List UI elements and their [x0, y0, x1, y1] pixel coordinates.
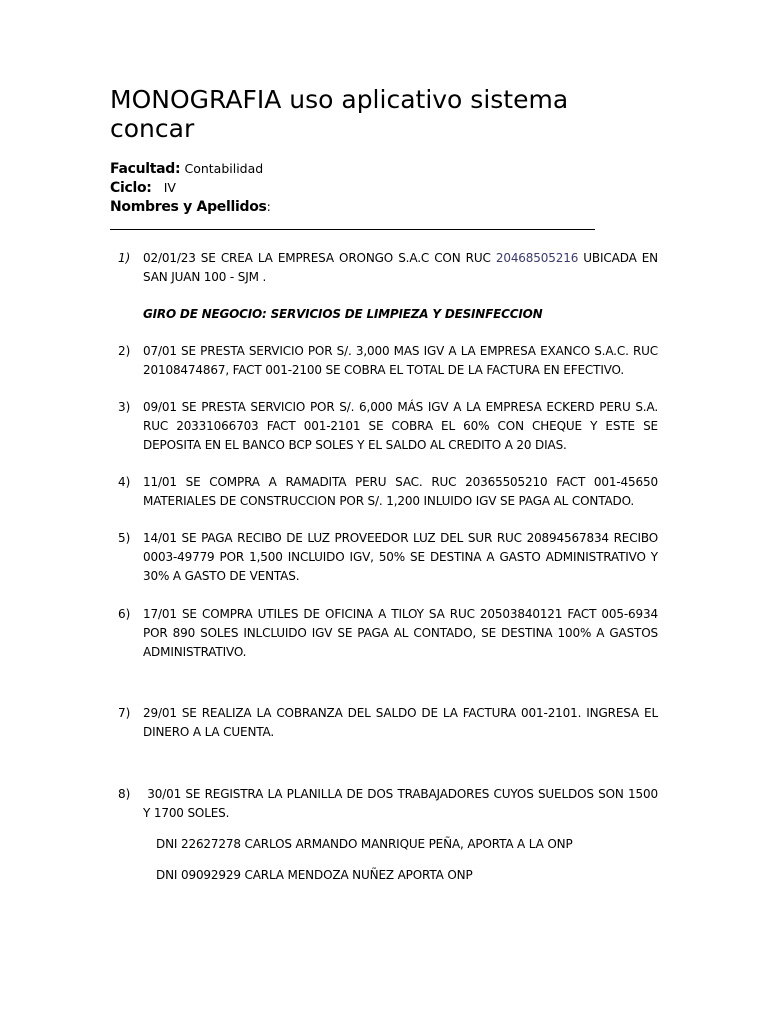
ciclo-value: IV	[163, 180, 176, 195]
worker-line-2: DNI 09092929 CARLA MENDOZA NUÑEZ APORTA ONP	[156, 868, 473, 882]
list-item-5	[110, 529, 658, 586]
business-line: GIRO DE NEGOCIO: SERVICIOS DE LIMPIEZA Y DESINFECCION	[143, 307, 543, 321]
list-item-1	[110, 249, 658, 287]
ruc-number: 20468505216	[495, 251, 579, 265]
list-item-4	[110, 473, 658, 511]
item-number: 2)	[118, 344, 131, 358]
facultad-label: Facultad:	[110, 161, 181, 177]
item-number: 6)	[118, 607, 131, 621]
list-item-6	[110, 605, 658, 662]
item-number: 1)	[118, 251, 131, 265]
ciclo-row	[110, 179, 271, 198]
item-number: 8)	[118, 787, 131, 801]
item-text-before: 02/01/23 SE CREA LA EMPRESA ORONGO S.A.C CON RUC	[143, 251, 496, 265]
student-info	[110, 160, 271, 217]
document-title: MONOGRAFIA uso aplicativo sistema concar	[110, 85, 569, 143]
ciclo-label: Ciclo:	[110, 180, 152, 196]
item-text	[143, 249, 658, 287]
worker-line-1: DNI 22627278 CARLOS ARMANDO MANRIQUE PEÑA, APORTA A LA ONP	[156, 837, 573, 851]
facultad-value: Contabilidad	[184, 161, 264, 176]
item-text: 29/01 SE REALIZA LA COBRANZA DEL SALDO DE LA FACTURA 001-2101. INGRESA EL DINERO A LA CUENTA.	[143, 706, 658, 739]
item-number: 7)	[118, 706, 131, 720]
item-number: 4)	[118, 475, 131, 489]
nombres-row	[110, 198, 271, 217]
item-text: 30/01 SE REGISTRA LA PLANILLA DE DOS TRABAJADORES CUYOS SUELDOS SON 1500 Y 1700 SOLES.	[143, 787, 662, 820]
item-number: 3)	[118, 400, 131, 414]
list-item-3	[110, 398, 658, 455]
nombres-label: Nombres y Apellidos	[110, 199, 267, 215]
item-number: 5)	[118, 531, 131, 545]
item-text: 11/01 SE COMPRA A RAMADITA PERU SAC. RUC 20365505210 FACT 001-45650 MATERIALES DE CONSTRUCCION POR S/. 1,200 INLUIDO IGV SE PAGA AL CONTADO.	[143, 475, 658, 508]
list-item-8	[110, 785, 662, 823]
list-item-2	[110, 342, 658, 380]
item-text-after: UBICADA EN SAN JUAN 100 - SJM .	[143, 251, 659, 284]
nombres-colon: :	[266, 199, 271, 214]
item-text: 14/01 SE PAGA RECIBO DE LUZ PROVEEDOR LUZ DEL SUR RUC 20894567834 RECIBO 0003-49779 POR 1,500 INCLUIDO IGV, 50% SE DESTINA A GASTO ADMINISTRATIVO Y 30% A GASTO DE VENTAS.	[143, 531, 658, 583]
item-text: 17/01 SE COMPRA UTILES DE OFICINA A TILOY SA RUC 20503840121 FACT 005-6934 POR 890 SOLES INLCLUIDO IGV SE PAGA AL CONTADO, SE DESTINA 100% A GASTOS ADMINISTRATIVO.	[143, 607, 658, 659]
item-text: 09/01 SE PRESTA SERVICIO POR S/. 6,000 MÁS IGV A LA EMPRESA ECKERD PERU S.A. RUC 20331066703 FACT 001-2101 SE COBRA EL 60% CON CHEQUE Y ESTE SE DEPOSITA EN EL BANCO BCP SOLES Y EL SALDO AL CREDITO A 20 DIAS.	[143, 400, 658, 452]
list-item-7	[110, 704, 658, 742]
name-underline	[110, 229, 595, 230]
facultad-row	[110, 160, 271, 179]
item-text: 07/01 SE PRESTA SERVICIO POR S/. 3,000 MAS IGV A LA EMPRESA EXANCO S.A.C. RUC 20108474867, FACT 001-2100 SE COBRA EL TOTAL DE LA FACTURA EN EFECTIVO.	[143, 344, 658, 377]
